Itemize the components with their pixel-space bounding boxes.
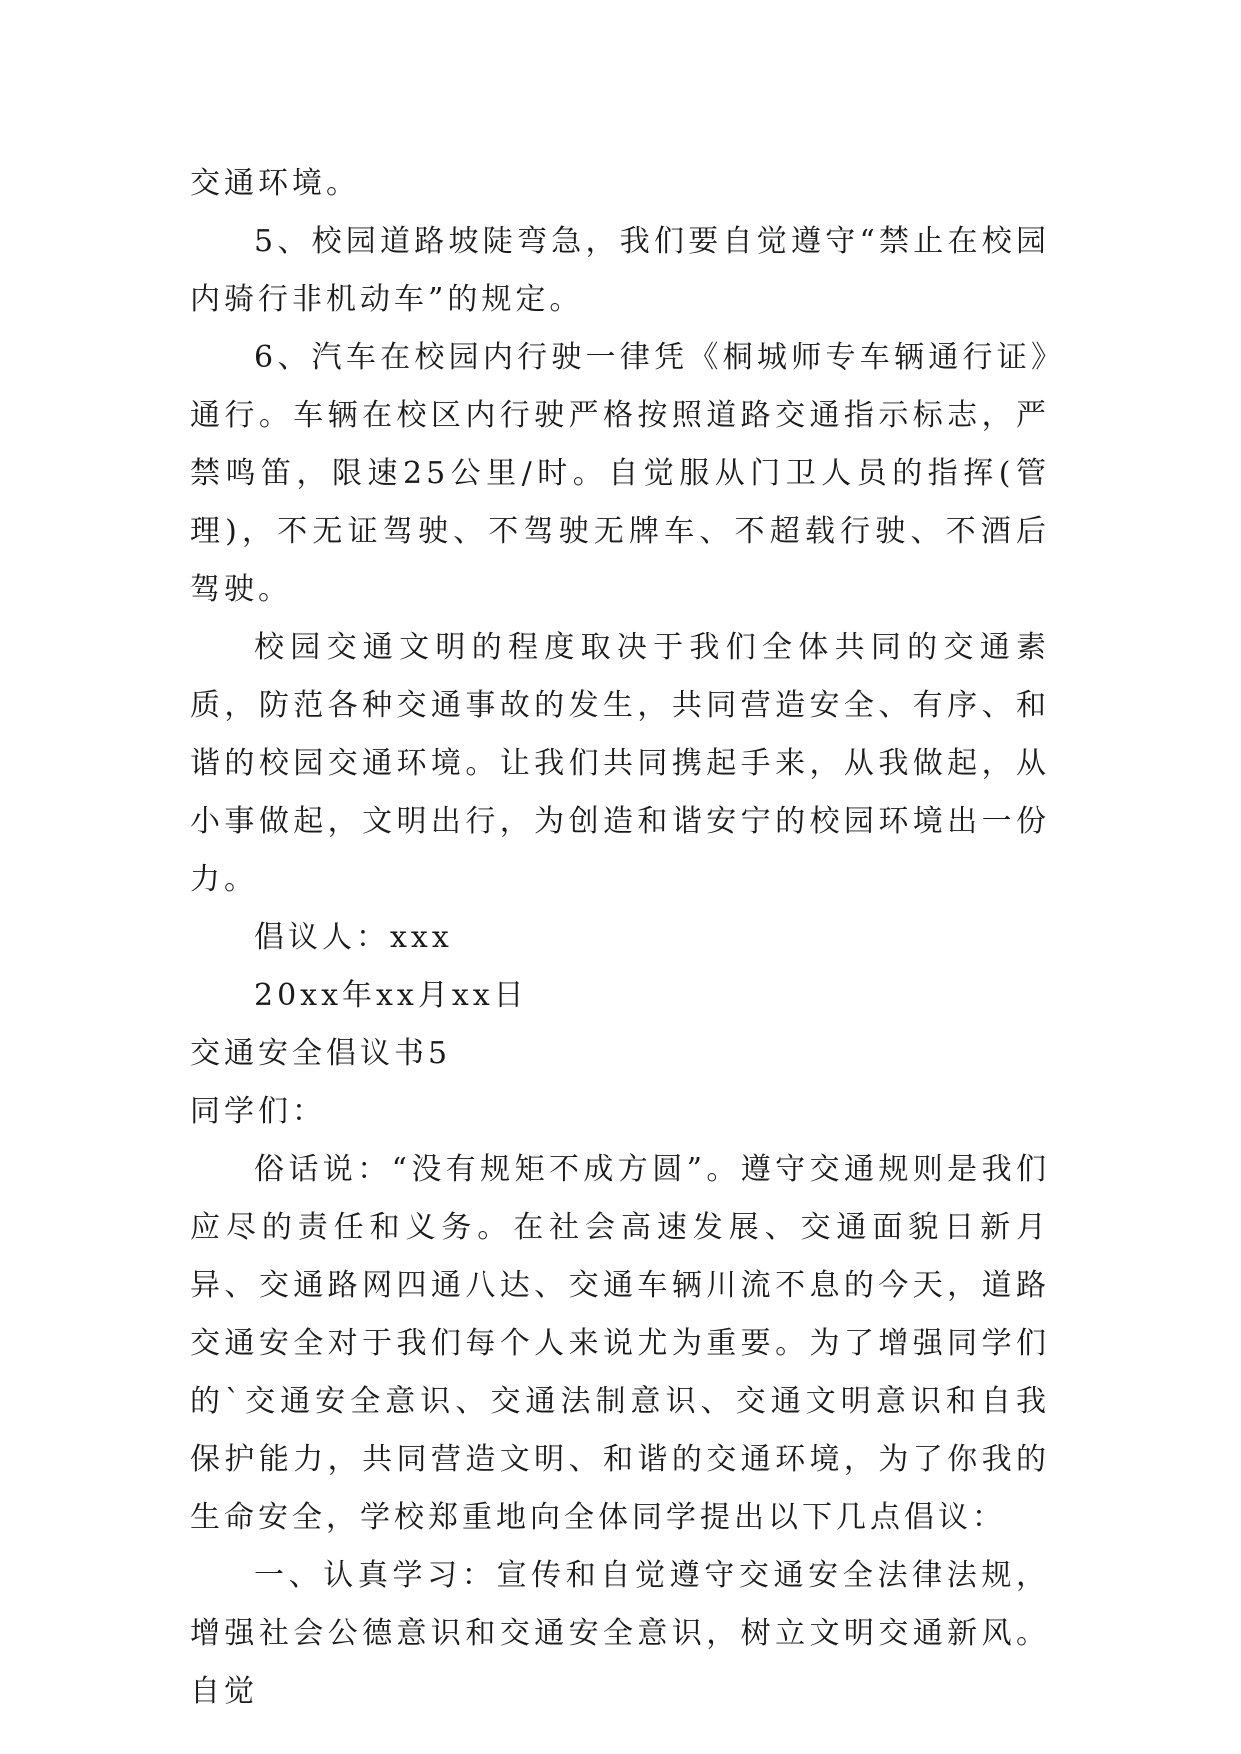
initiator-signature: 倡议人：xxx xyxy=(254,920,453,955)
document-body xyxy=(190,155,1050,1721)
paragraph-rule-5: 5、校园道路坡陡弯急，我们要自觉遵守“禁止在校园内骑行非机动车”的规定。 xyxy=(190,224,1050,317)
paragraph-proposal-1: 一、认真学习：宣传和自觉遵守交通安全法律法规，增强社会公德意识和交通安全意识，树立文明交通新风。自觉 xyxy=(190,1558,1050,1709)
paragraph-conclusion: 校园交通文明的程度取决于我们全体共同的交通素质，防范各种交通事故的发生，共同营造安全、有序、和谐的校园交通环境。让我们共同携起手来，从我做起，从小事做起，文明出行，为创造和谐安宁的校园环境出一份力。 xyxy=(190,630,1050,897)
paragraph-rule-6: 6、汽车在校园内行驶一律凭《桐城师专车辆通行证》通行。车辆在校区内行驶严格按照道路交通指示标志，严禁鸣笛，限速25公里/时。自觉服从门卫人员的指挥(管理)，不无证驾驶、不驾驶无牌车、不超载行驶、不酒后驾驶。 xyxy=(190,340,1050,607)
paragraph-intro: 俗话说：“没有规矩不成方圆”。遵守交通规则是我们应尽的责任和义务。在社会高速发展、交通面貌日新月异、交通路网四通八达、交通车辆川流不息的今天，道路交通安全对于我们每个人来说尤为重要。为了增强同学们的`交通安全意识、交通法制意识、交通文明意识和自我保护能力，共同营造文明、和谐的交通环境，为了你我的生命安全，学校郑重地向全体同学提出以下几点倡议： xyxy=(190,1152,1050,1535)
paragraph-traffic-environment-end: 交通环境。 xyxy=(190,166,360,201)
salutation: 同学们： xyxy=(190,1094,326,1129)
signature-date: 20xx年xx月xx日 xyxy=(254,978,528,1013)
section-title: 交通安全倡议书5 xyxy=(190,1036,452,1071)
